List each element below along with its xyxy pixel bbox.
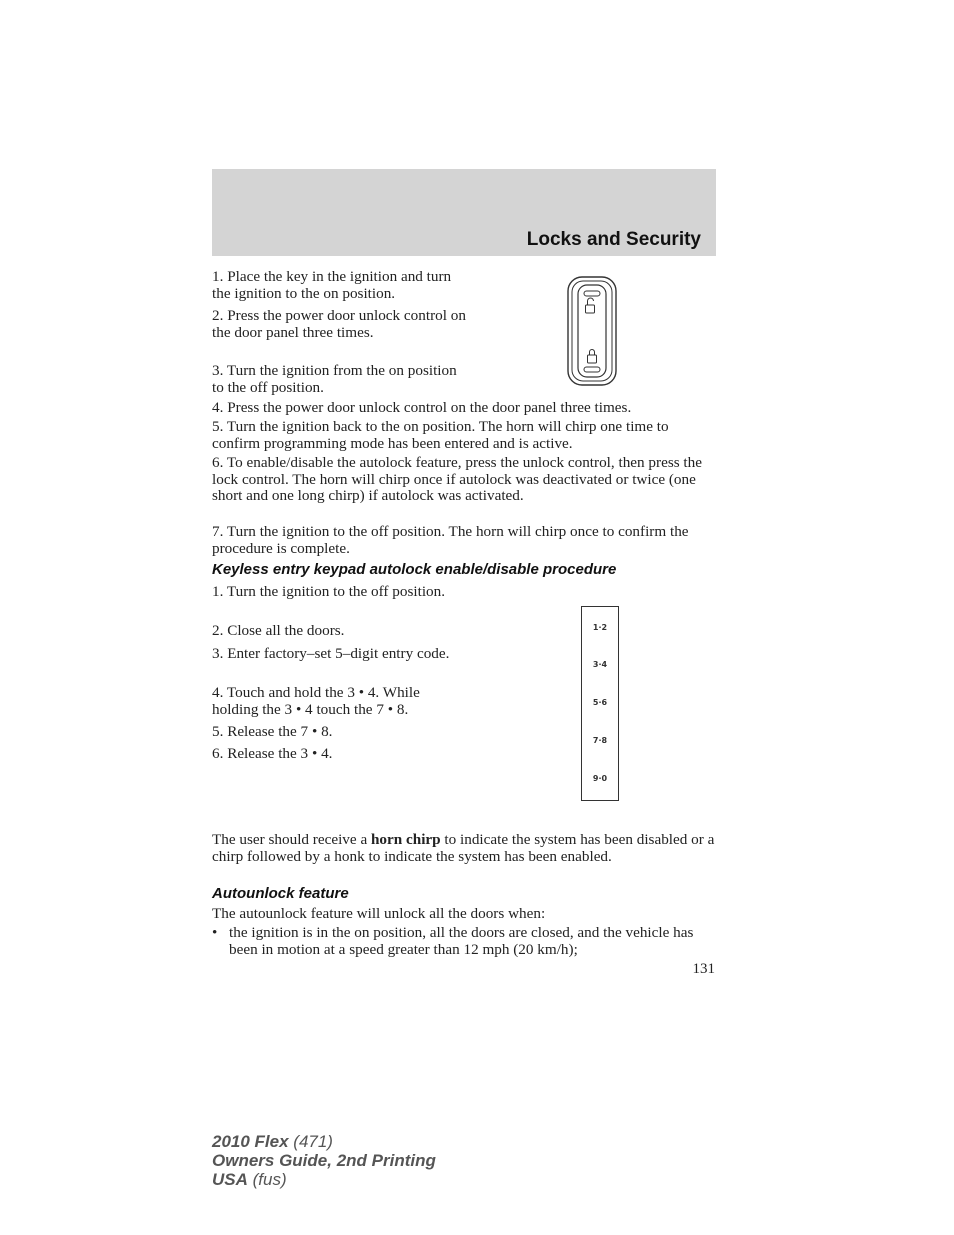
keypad-key-3-4: 3·4	[592, 660, 608, 669]
keypad-key-1-2: 1·2	[592, 623, 608, 632]
autounlock-intro: The autounlock feature will unlock all the doors when:	[212, 905, 546, 922]
autounlock-bullet-text: the ignition is in the on position, all the doors are closed, and the vehicle has been in motion at a speed greater than 12 mph (20 km/h);	[229, 924, 694, 958]
keypad-key-5-6: 5·6	[592, 698, 608, 707]
programming-step-1: 1. Place the key in the ignition and turn the ignition to the on position.	[212, 268, 452, 302]
programming-step-5: 5. Turn the ignition back to the on position. The horn will chirp one time to confirm programming mode has been entered and is active.	[212, 418, 669, 452]
horn-chirp-emphasis: horn chirp	[370, 831, 441, 848]
programming-step-6: 6. To enable/disable the autolock feature, press the unlock control, then press the lock control. The horn will chirp once if autolock was deactivated or twice (one short and one long chirp) if autolock was activated.	[212, 454, 702, 504]
keypad-step-5: 5. Release the 7 • 8.	[212, 723, 333, 740]
programming-step-2: 2. Press the power door unlock control on the door panel three times.	[212, 307, 466, 341]
section-title: Locks and Security	[526, 229, 701, 250]
section-header-band	[212, 169, 716, 256]
keypad-procedure-heading: Keyless entry keypad autolock enable/disable procedure	[212, 561, 617, 578]
programming-step-3: 3. Turn the ignition from the on position to the off position.	[212, 362, 457, 396]
programming-step-4: 4. Press the power door unlock control on the door panel three times.	[212, 399, 632, 416]
bullet-marker: •	[212, 924, 218, 941]
keypad-step-4: 4. Touch and hold the 3 • 4. While holding the 3 • 4 touch the 7 • 8.	[212, 684, 420, 718]
footer-model-line: 2010 Flex (471)	[212, 1132, 333, 1151]
programming-step-7: 7. Turn the ignition to the off position. The horn will chirp once to confirm the procedure is complete.	[212, 523, 689, 557]
keypad-step-6: 6. Release the 3 • 4.	[212, 745, 333, 762]
keypad-step-2: 2. Close all the doors.	[212, 622, 345, 639]
horn-chirp-paragraph: The user should receive a horn chirp to indicate the system has been disabled or a chirp followed by a honk to indicate the system has been enabled.	[212, 831, 715, 865]
lock-icon	[588, 350, 597, 364]
keypad-key-7-8: 7·8	[592, 736, 608, 745]
document-footer	[212, 1132, 436, 1189]
keyless-entry-keypad-illustration	[581, 606, 619, 801]
autounlock-heading: Autounlock feature	[212, 885, 349, 902]
footer-region-line: USA (fus)	[212, 1170, 287, 1189]
page-number: 131	[692, 961, 715, 977]
footer-guide-line: Owners Guide, 2nd Printing	[212, 1151, 436, 1170]
door-lock-switch-illustration	[566, 275, 618, 387]
keypad-step-1: 1. Turn the ignition to the off position.	[212, 583, 446, 600]
keypad-key-9-0: 9·0	[592, 774, 608, 783]
unlock-icon	[586, 298, 595, 313]
keypad-step-3: 3. Enter factory–set 5–digit entry code.	[212, 645, 450, 662]
